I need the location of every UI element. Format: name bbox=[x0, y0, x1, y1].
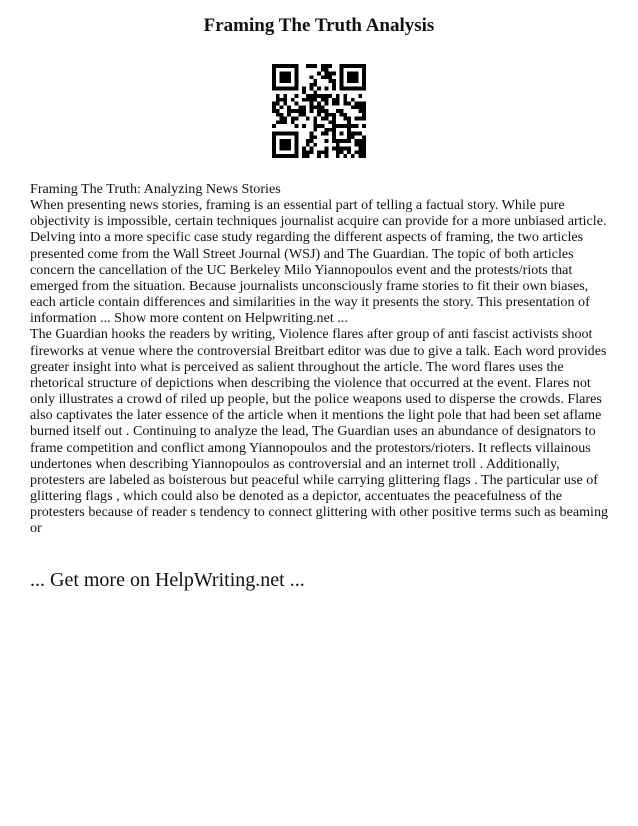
document-title: Framing The Truth Analysis bbox=[203, 15, 435, 36]
qr-code-graphic bbox=[272, 64, 366, 158]
article-body bbox=[30, 181, 610, 536]
get-more-link[interactable]: ... Get more on HelpWriting.net ... bbox=[30, 569, 305, 591]
article-paragraph: When presenting news stories, framing is an essential part of telling a factual story. While pure objectivity is impossible, certain techniques journalist acquire can provide for a more unbiased article. Delving into a more specific case study regarding the different aspects of framing, the two articles presented come from the Wall Street Journal (WSJ) and The Guardian. The topic of both articles concern the cancellation of the UC Berkeley Milo Yiannopoulos event and the protests/riots that emerged from the situation. Because journalists unconsciously frame stories to fit their own biases, each article contain differences and similarities in the way it presents the story. This presentation of information ... Show more content on Helpwriting.net ... bbox=[30, 197, 607, 327]
article-paragraph: The Guardian hooks the readers by writing, Violence flares after group of anti fascist activists shoot fireworks at venue where the controversial Breitbart editor was due to give a talk. Each word provides greater insight into what is perceived as salient throughout the article. The word flares uses the rhetorical structure of depictions when describing the violence that occurred at the event. Flares not only illustrates a crowd of riled up people, but the police weapons used to disperse the crowds. Flares also captivates the later essence of the article when it mentions the light pole that had been set aflame burned itself out . Continuing to analyze the lead, The Guardian uses an abundance of designators to frame competition and conflict among Yiannopoulos and the protestors/rioters. It reflects villainous undertones when describing Yiannopoulos as controversial and an internet troll . Additionally, protesters are labeled as boisterous but peaceful while carrying glittering flags . The particular use of glittering flags , which could also be denoted as a depictor, accentuates the peacefulness of the protesters because of reader s tendency to connect glittering with other positive terms such as beaming or bbox=[30, 326, 609, 537]
qr-code-icon bbox=[272, 64, 366, 158]
article-subtitle: Framing The Truth: Analyzing News Stories bbox=[30, 181, 281, 197]
